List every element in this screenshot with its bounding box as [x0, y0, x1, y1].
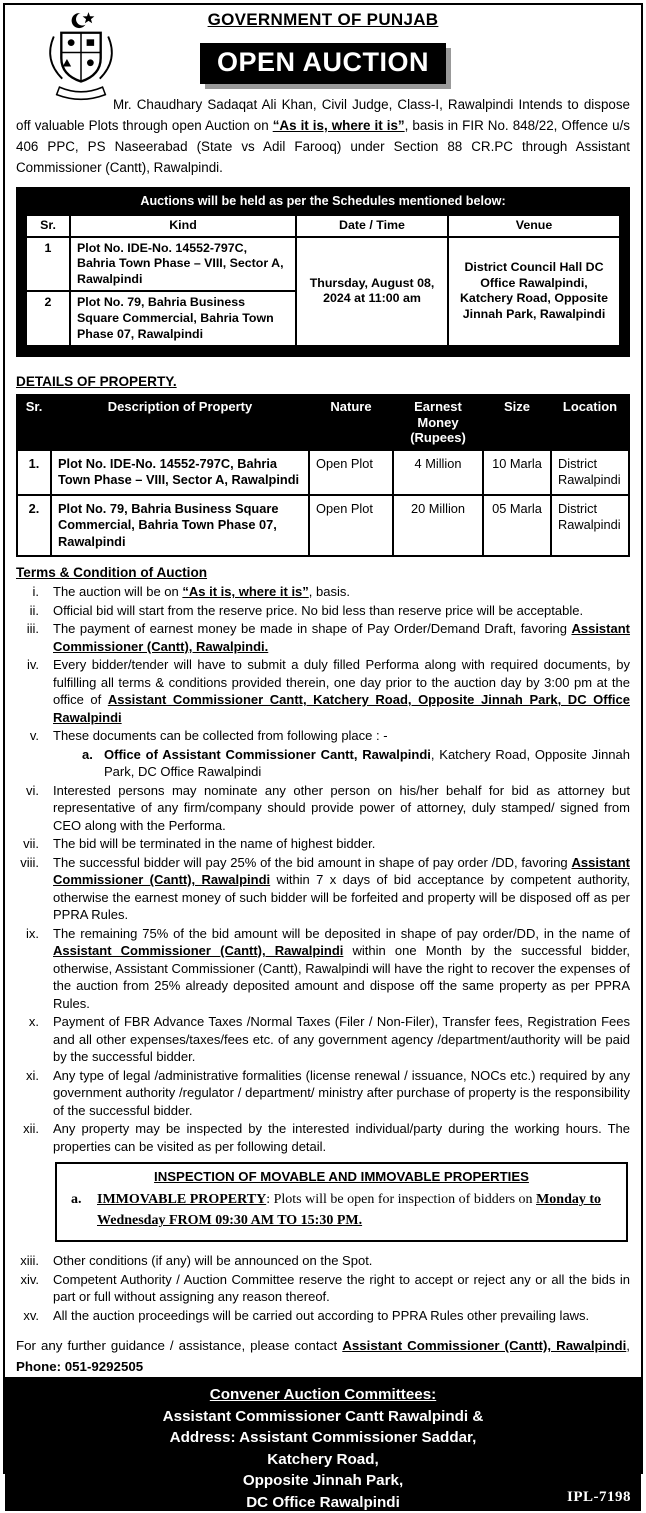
term-subitem	[16, 746, 630, 781]
schedule-header-row	[26, 215, 620, 237]
text-segment: These documents can be collected from following place : -	[53, 728, 388, 744]
text-segment: Assistant Commissioner (Cantt), Rawalpindi	[53, 943, 344, 959]
property-row	[17, 495, 629, 557]
term-number: viii.	[20, 854, 39, 870]
property-cell: Plot No. IDE-No. 14552-797C, Bahria Town Phase – VIII, Sector A, Rawalpindi	[51, 450, 309, 495]
property-cell: 05 Marla	[483, 495, 551, 557]
footer-committee-box	[5, 1377, 641, 1511]
footer-line: Assistant Commissioner Cantt Rawalpindi &	[162, 1407, 484, 1425]
schedule-table-body	[26, 237, 620, 347]
property-cell: 2.	[17, 495, 51, 557]
schedule-column-header: Date / Time	[296, 215, 448, 237]
text-segment: within 7 x days of bid acceptance by competent authority, otherwise the earnest money of such bidder will be forfeited and property will be disposed off as per PPRA Rules.	[53, 872, 630, 923]
schedule-row	[26, 237, 620, 292]
schedule-kind: Plot No. IDE-No. 14552-797C, Bahria Town Phase – VIII, Sector A, Rawalpindi	[70, 237, 296, 292]
schedule-heading: Auctions will be held as per the Schedules mentioned below:	[140, 194, 506, 208]
schedule-box	[16, 187, 630, 357]
text-segment: The bid will be terminated in the name of highest bidder.	[53, 836, 376, 852]
text-segment: All the auction proceedings will be carried out according to PPRA Rules other prevailing laws.	[53, 1307, 590, 1323]
term-text	[53, 1252, 630, 1270]
text-segment: , basis in FIR No. 848/22, Offence u/s 406 PPC, PS Naseerabad (State vs Adil Farooq) under Section 88 CR.PC through Assistant Commissioner (Cantt), Rawalpindi.	[16, 118, 630, 175]
text-segment: Any property may be inspected by the interested individual/party during the working hours. The properties can be visited as per following detail.	[53, 1121, 630, 1154]
term-item	[16, 782, 630, 835]
terms-heading: Terms & Condition of Auction	[16, 565, 208, 581]
term-text	[53, 1307, 630, 1325]
inspection-item-label: a.	[71, 1192, 82, 1208]
term-item	[16, 1013, 630, 1066]
details-of-property-heading: DETAILS OF PROPERTY.	[16, 374, 177, 390]
term-text	[53, 1067, 630, 1120]
term-text	[53, 1271, 630, 1306]
property-cell: 10 Marla	[483, 450, 551, 495]
term-item	[16, 925, 630, 1013]
term-text	[53, 583, 630, 601]
text-segment: Official bid will start from the reserve price. No bid less than reserve price will be acceptable.	[53, 602, 584, 618]
term-number: a.	[82, 746, 93, 762]
term-item	[16, 583, 630, 601]
term-number: xv.	[23, 1307, 39, 1323]
property-row	[17, 450, 629, 495]
text-segment: Payment of FBR Advance Taxes /Normal Taxes (Filer / Non-Filer), Transfer fees, Registration Fees and all other expenses/taxes/fees etc. of any government agency /department/authority will be paid by the successful bidder.	[53, 1014, 630, 1065]
inspection-item-text	[97, 1189, 614, 1231]
term-item	[16, 854, 630, 924]
text-segment: Assistant Commissioner (Cantt), Rawalpindi	[53, 854, 630, 888]
property-column-header: Location	[551, 395, 629, 450]
open-auction-banner: OPEN AUCTION	[200, 43, 446, 84]
term-item	[16, 602, 630, 620]
property-table	[16, 394, 630, 557]
term-text	[53, 602, 630, 620]
text-segment: IMMOVABLE PROPERTY	[97, 1192, 267, 1208]
text-segment: Any type of legal /administrative formalities (license renewal / issuance, NOCs etc.) required by any government authority /regulator / department/ ministry after purchase of property is the responsibility of the successful bidder.	[53, 1067, 630, 1118]
property-cell: 1.	[17, 450, 51, 495]
footer-line: Address: Assistant Commissioner Saddar,	[169, 1429, 477, 1447]
term-number: xiii.	[20, 1253, 39, 1269]
property-cell: Plot No. 79, Bahria Business Square Commercial, Bahria Town Phase 07, Rawalpindi	[51, 495, 309, 557]
term-number: v.	[29, 728, 39, 744]
footer-line: Opposite Jinnah Park,	[242, 1472, 404, 1490]
text-segment: For any further guidance / assistance, please contact	[16, 1338, 343, 1354]
term-text	[53, 1120, 630, 1155]
property-cell: District Rawalpindi	[551, 495, 629, 557]
text-segment: Assistant Commissioner (Cantt), Rawalpindi	[342, 1338, 627, 1354]
notice-header	[16, 10, 630, 84]
term-number: ii.	[29, 602, 39, 618]
property-cell: District Rawalpindi	[551, 450, 629, 495]
term-number: iv.	[26, 657, 39, 673]
term-text	[53, 727, 630, 745]
footer-title: Convener Auction Committees:	[209, 1386, 437, 1404]
term-text	[53, 925, 630, 1013]
property-table-body	[17, 450, 629, 557]
text-segment: Interested persons may nominate any other person on his/her behalf for bid as attorney but representative of any firm/company should provide power of attorney, duly stamped/ signed from CEO along with the Performa.	[53, 782, 630, 833]
property-header-row	[17, 395, 629, 450]
terms-list-1	[16, 582, 630, 1155]
text-segment: “As it is, where it is”	[182, 584, 309, 600]
text-segment: Competent Authority / Auction Committee reserve the right to accept or reject any or all the bids in part or full without assigning any reason thereof.	[53, 1271, 630, 1305]
property-cell: 20 Million	[393, 495, 483, 557]
contact-note	[16, 1335, 630, 1377]
text-segment: Office of Assistant Commissioner Cantt, Rawalpindi	[104, 746, 431, 762]
term-number: iii.	[26, 621, 39, 637]
term-number: vii.	[23, 836, 39, 852]
property-column-header: Description of Property	[51, 395, 309, 450]
term-text	[53, 620, 630, 655]
schedule-venue: District Council Hall DC Office Rawalpindi, Katchery Road, Opposite Jinnah Park, Rawalpindi	[448, 237, 620, 347]
government-title: GOVERNMENT OF PUNJAB	[207, 10, 439, 29]
text-segment: , Katchery Road, Opposite Jinnah Park, DC Office Rawalpindi	[104, 746, 630, 780]
term-number: xi.	[26, 1067, 39, 1083]
schedule-sr: 1	[26, 237, 70, 292]
schedule-column-header: Sr.	[26, 215, 70, 237]
term-number: xiv.	[20, 1271, 39, 1287]
schedule-datetime: Thursday, August 08, 2024 at 11:00 am	[296, 237, 448, 347]
text-segment: The remaining 75% of the bid amount will be deposited in shape of pay order/DD, in the name of	[53, 925, 630, 941]
text-segment: Assistant Commissioner Cantt, Katchery Road, Opposite Jinnah Park, DC Office Rawalpindi	[53, 692, 630, 725]
inspection-title: INSPECTION OF MOVABLE AND IMMOVABLE PROPERTIES	[154, 1169, 529, 1185]
property-column-header: Nature	[309, 395, 393, 450]
term-item	[16, 835, 630, 853]
term-item	[16, 1120, 630, 1155]
punjab-emblem-icon	[36, 10, 126, 108]
term-number: x.	[28, 1014, 39, 1030]
text-segment: Assistant Commissioner (Cantt), Rawalpindi.	[53, 621, 630, 654]
auction-notice-page	[3, 3, 643, 1511]
text-segment: The auction will be on	[53, 584, 183, 600]
terms-list-2	[16, 1251, 630, 1324]
footer-lines	[15, 1406, 631, 1513]
text-segment: Mr. Chaudhary Sadaqat Ali Khan, Civil Judge, Class-I, Rawalpindi Intends to dispose off valuable Plots through open Auction on	[16, 97, 630, 133]
term-number: vi.	[26, 782, 39, 798]
term-item	[16, 620, 630, 655]
property-cell: 4 Million	[393, 450, 483, 495]
term-number: i.	[32, 584, 39, 600]
term-number: xii.	[23, 1121, 39, 1137]
text-segment: “As it is, where it is”	[272, 118, 405, 133]
term-text	[53, 854, 630, 924]
property-column-header: Sr.	[17, 395, 51, 450]
text-segment: Other conditions (if any) will be announced on the Spot.	[53, 1253, 373, 1269]
term-item	[16, 727, 630, 745]
text-segment: , basis.	[308, 584, 350, 600]
text-segment: : Plots will be open for inspection of bidders on	[266, 1192, 537, 1208]
schedule-table	[25, 214, 621, 347]
term-item	[16, 1067, 630, 1120]
term-item	[16, 1271, 630, 1306]
schedule-sr: 2	[26, 291, 70, 346]
text-segment: The successful bidder will pay 25% of the bid amount in shape of pay order /DD, favoring	[53, 854, 572, 870]
text-segment: Monday to Wednesday FROM 09:30 AM TO 15:30 PM.	[97, 1192, 602, 1229]
inspection-box	[55, 1162, 628, 1242]
term-item	[16, 1252, 630, 1270]
text-segment: ,	[626, 1338, 630, 1354]
ipl-code: IPL-7198	[567, 1489, 631, 1506]
footer-line: Katchery Road,	[267, 1450, 379, 1468]
footer-line: DC Office Rawalpindi	[246, 1493, 400, 1511]
text-segment: Phone: 051-9292505	[16, 1359, 144, 1375]
text-segment: Every bidder/tender will have to submit a duly filled Performa along with required documents, by fulfilling all terms & conditions provided therein, one day prior to the auction day by 3:00 pm at the office of	[53, 657, 630, 708]
term-text	[53, 782, 630, 835]
term-item	[16, 1307, 630, 1325]
term-text	[104, 746, 630, 781]
term-text	[53, 1013, 630, 1066]
property-cell: Open Plot	[309, 450, 393, 495]
property-column-header: Earnest Money (Rupees)	[393, 395, 483, 450]
text-segment: within one Month by the successful bidder, otherwise, Assistant Commissioner (Cantt), Rawalpindi will have the right to recover the expenses of the auction from 25% already deposited amount and dispose off the same property as per PPRA Rules.	[53, 943, 630, 1011]
property-cell: Open Plot	[309, 495, 393, 557]
term-number: ix.	[26, 925, 39, 941]
schedule-column-header: Kind	[70, 215, 296, 237]
property-column-header: Size	[483, 395, 551, 450]
term-text	[53, 656, 630, 726]
schedule-kind: Plot No. 79, Bahria Business Square Commercial, Bahria Town Phase 07, Rawalpindi	[70, 291, 296, 346]
inspection-item	[69, 1189, 614, 1231]
term-text	[53, 835, 630, 853]
text-segment: The payment of earnest money be made in shape of Pay Order/Demand Draft, favoring	[53, 621, 572, 637]
term-item	[16, 656, 630, 726]
schedule-column-header: Venue	[448, 215, 620, 237]
